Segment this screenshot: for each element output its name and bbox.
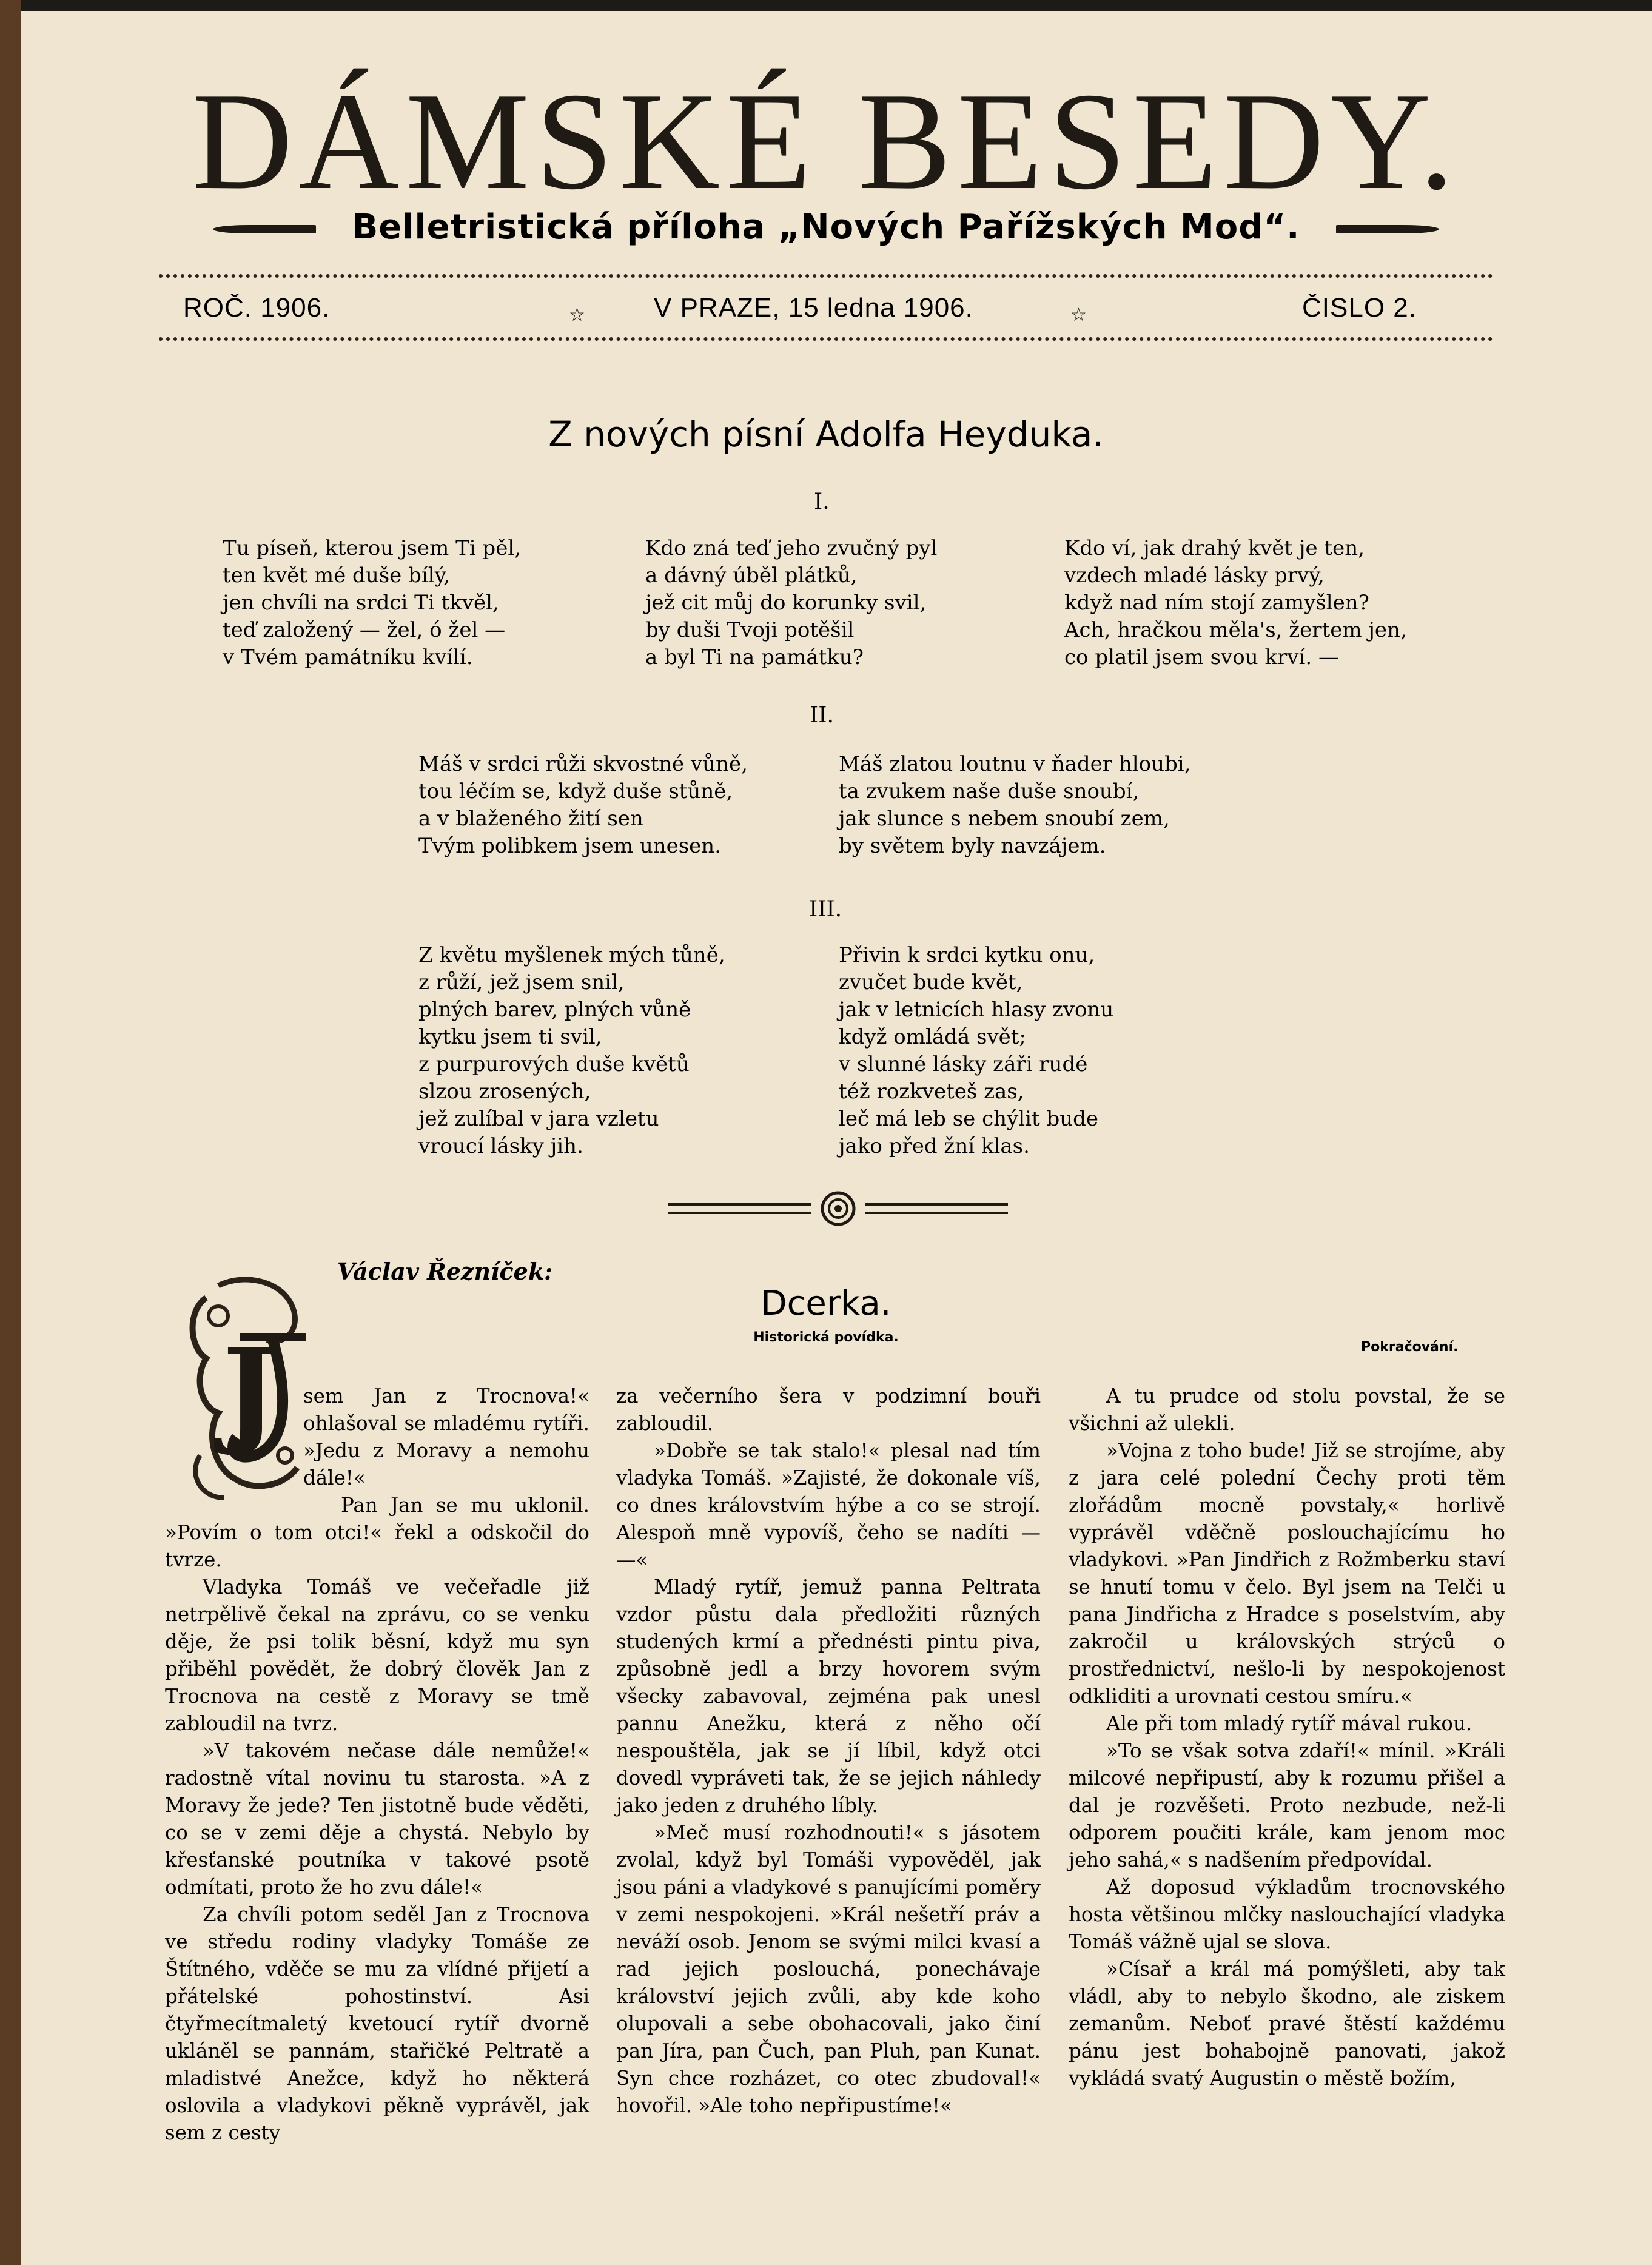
masthead-subtitle-row: [0, 206, 1652, 249]
stanza-3-2: Přivin k srdci kytku onu, zvučet bude květ, jak v letnicích hlasy zvonu když omládá svět; v slunné lásky záři rudé též rozkveteš zas, leč má leb se chýlit bude jako před žní klas.: [839, 943, 1114, 1158]
story-paragraph: Mladý rytíř, jemuž panna Peltrata vzdor půstu dala předložiti různých studených krmí a přednésti pintu piva, způsobně jedl a brzy hovorem svým všecky zabavoval, zejména pak unesl pannu Anežku, která z něho očí nespouštěla, jak se jí líbil, když otci dovedl vypráveti tak, že se jejich náhledy jako jeden z druhého líbly.: [616, 1575, 1041, 1817]
continued-note: Pokračování.: [1361, 1340, 1459, 1355]
masthead-title: DÁMSKÉ BESEDY.: [192, 64, 1460, 218]
story-paragraph: sem Jan z Trocnova!« ohlašoval se mladému rytíři. »Jedu z Moravy a nemohu dále!«: [303, 1384, 589, 1489]
story-column-1: [165, 1383, 589, 2144]
masthead-subtitle: Belletristická příloha „Nových Pařížských Mod“.: [352, 207, 1300, 247]
story-paragraph: »Císař a král má pomýšleti, aby tak vládl, aby to nebylo škodno, ale ziskem zemanům. Neboť pravé štěstí každému pánu jest bohabojně panovati, jakož vykládá svatý Augustin o městě božím,: [1069, 1958, 1505, 2090]
left-swash-ornament: [213, 225, 316, 233]
section-numeral-3: III.: [809, 897, 842, 922]
stanza-1-3: Kdo ví, jak drahý květ je ten, vzdech mladé lásky prvý, když nad ním stojí zamyšlen? Ach, hračkou měla's, žertem jen, co platil jsem svou krví. —: [1064, 536, 1407, 669]
story-paragraph: Za chvíli potom seděl Jan z Trocnova ve středu rodiny vladyky Tomáše ze Štítného, vděče se mu za vlídné přijetí a přátelské pohostinství. Asi čtyřmecítmaletý kvetoucí rytíř dvorně ukláněl se pannám, stařičké Peltratě a mladistvé Anežce, když ho některá oslovila a vladykovi pěkně vyprávěl, jak sem z cesty: [165, 1903, 589, 2144]
stanza-3-1: Z květu myšlenek mých tůně, z růží, jež jsem snil, plných barev, plných vůně kytku jsem ti svil, z purpurových duše květů slzou zrosených, jež zulíbal v jara vzletu vroucí lásky jih.: [418, 943, 725, 1158]
section-divider-ornament: [668, 1190, 1008, 1227]
binding-edge: [0, 0, 21, 2265]
dropcap-space: [165, 1383, 303, 1517]
section-numeral-2: II.: [810, 703, 834, 728]
star-icon: ☆: [569, 305, 586, 325]
story-paragraph: »Meč musí rozhodnouti!« s jásotem zvolal, když byl Tomáši vypověděl, jak jsou páni a vladykové s panujícími poměry v zemi nespokojeni. »Král nešetří práv a neváží osob. Jenom se svými milci kvasí a rad jejich poslouchá, ponechávaje království jejich zvůli, aby kde koho olupovali a sebe obohacovali, jako činí pan Jíra, pan Čuch, pan Pluh, pan Kunat. Syn chce rozházet, co otec zbudoval!« hovořil. »Ale toho nepřipustíme!«: [616, 1821, 1041, 2117]
story-paragraph: »To se však sotva zdaří!« mínil. »Králi milcové nepřipustí, aby k rozumu přišel a dal je rozvěšeti. Proto nezbude, než-li odporem poučiti krále, kam jenom moc jeho sahá,« s nadšením předpovídal.: [1069, 1739, 1505, 1871]
story-paragraph: Pan Jan se mu uklonil. »Povím o tom otci!« řekl a odskočil do tvrze.: [165, 1494, 589, 1571]
story-paragraph: »Dobře se tak stalo!« plesal nad tím vladyka Tomáš. »Zajisté, že dokonale víš, co dnes královstvím hýbe a co se strojí. Alespoň mně vypovíš, čeho se nadíti — —«: [616, 1439, 1041, 1571]
star-icon: ☆: [1070, 305, 1087, 325]
stanza-1-1: Tu píseň, kterou jsem Ti pěl, ten květ mé duše bílý, jen chvíli na srdci Ti tkvěl, teď založený — žel, ó žel — v Tvém památníku kvílí.: [223, 536, 522, 669]
story-paragraph: Až doposud výkladům trocnovského hosta většinou mlčky naslouchající vladyka Tomáš vážně ujal se slova.: [1069, 1876, 1505, 1953]
dropcap-letter: J: [223, 1323, 277, 1458]
bottom-dotted-rule: [159, 337, 1493, 341]
story-author: Václav Řezníček:: [337, 1258, 553, 1285]
story-title: Dcerka.: [761, 1284, 891, 1323]
story-paragraph: »Vojna z toho bude! Již se strojíme, aby z jara celé polední Čechy proti těm zlořádům mocně povstaly,« horlivě vyprávěl vděčně poslouchajícímu ho vladykovi. »Pan Jindřich z Rožmberku staví se hnutí tomu v čelo. Byl jsem na Telči u pana Jindřicha z Hradce s poselstvím, aby zakročil u královských strýců o prostřednictví, nešlo-li by nespokojenost odkliditi a urovnati cestou smíru.«: [1069, 1439, 1505, 1708]
stanza-2-1: Máš v srdci růži skvostné vůně, tou léčím se, když duše stůně, a v blaženého žití sen Tvým polibkem jsem unesen.: [418, 752, 748, 858]
stanza-1-2: Kdo zná teď jeho zvučný pyl a dávný úběl plátků, jež cit můj do korunky svil, by duši Tvoji potěšil a byl Ti na památku?: [645, 536, 938, 669]
story-paragraph: Ale při tom mladý rytíř mával rukou.: [1106, 1712, 1472, 1735]
story-column-2: [616, 1383, 1041, 2119]
right-swash-ornament: [1336, 225, 1439, 233]
story-paragraph: »V takovém nečase dále nemůže!« radostně vítal novinu tu starosta. »A z Moravy že jede? Ten jistotně bude věděti, co se v zemi děje a chystá. Nebylo by křesťanské poutníka v takové psotě odmítati, proto že ho zvu dále!«: [165, 1739, 589, 1899]
story-paragraph: A tu prudce od stolu povstal, že se všichni až ulekli.: [1069, 1384, 1505, 1435]
poems-title: Z nových písní Adolfa Heyduka.: [548, 414, 1104, 455]
top-dotted-rule: [159, 274, 1493, 278]
issue-number: ČISLO 2.: [1302, 293, 1417, 323]
issue-place-date: V PRAZE, 15 ledna 1906.: [654, 293, 973, 323]
story-subtitle: Historická povídka.: [753, 1330, 899, 1345]
stanza-2-2: Máš zlatou loutnu v ňader hloubi, ta zvukem naše duše snoubí, jak slunce s nebem snoubí zem, by světem byly navzájem.: [839, 752, 1191, 858]
story-paragraph: Vladyka Tomáš ve večeřadle již netrpělivě čekal na zprávu, co se venku děje, že psi tolik běsní, když mu syn přiběhl povědět, že dobrý člověk Jan z Trocnova na cestě z Moravy se tmě zabloudil na tvrz.: [165, 1575, 589, 1735]
story-paragraph: za večerního šera v podzimní bouři zabloudil.: [616, 1384, 1041, 1435]
story-column-3: [1069, 1383, 1505, 2092]
section-numeral-1: I.: [814, 489, 830, 514]
issue-year: ROČ. 1906.: [183, 293, 331, 323]
